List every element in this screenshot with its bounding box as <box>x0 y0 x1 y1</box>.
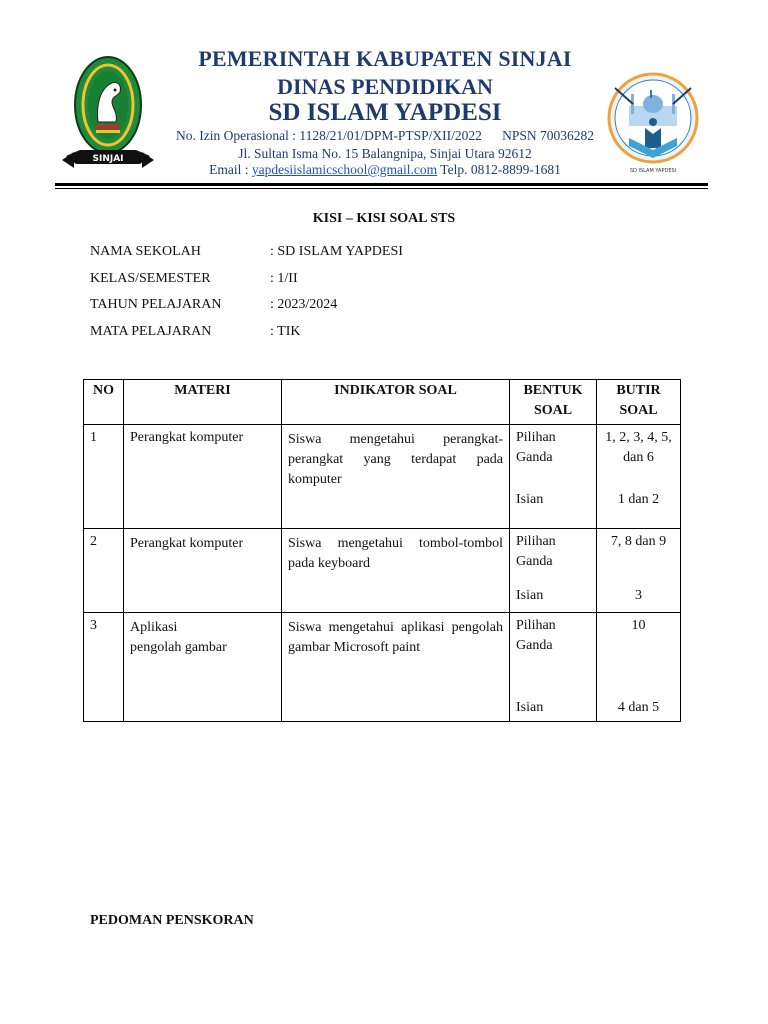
cell-no: 2 <box>84 529 124 613</box>
table-header-row <box>84 380 681 425</box>
info-row-subject <box>90 324 403 351</box>
butir-isian: 4 dan 5 <box>617 700 660 715</box>
cell-butir <box>597 425 681 529</box>
bentuk-isian: Isian <box>516 700 544 715</box>
cell-butir <box>597 613 681 722</box>
butir-pg: 1, 2, 3, 4, 5, dan 6 <box>605 430 672 465</box>
scoring-guide-heading: PEDOMAN PENSKORAN <box>90 913 254 928</box>
email-label: Email : <box>209 162 252 177</box>
school-logo <box>603 68 703 178</box>
header-contact <box>160 162 610 178</box>
bentuk-pg: Pilihan Ganda <box>516 534 556 569</box>
cell-bentuk <box>510 425 597 529</box>
bentuk-pg: Pilihan Ganda <box>516 430 556 465</box>
cell-materi <box>124 529 282 613</box>
info-value: : 1/II <box>270 270 298 286</box>
cell-no: 1 <box>84 425 124 529</box>
info-value: : SD ISLAM YAPDESI <box>270 244 403 259</box>
cell-indikator <box>282 425 510 529</box>
info-row-year <box>90 297 403 324</box>
phone-text: Telp. 0812-8899-1681 <box>437 162 561 177</box>
table-row <box>84 425 681 529</box>
cell-materi: Perangkat komputer <box>124 425 282 529</box>
bentuk-isian: Isian <box>516 492 544 507</box>
table-row <box>84 529 681 613</box>
school-logo-text: SD ISLAM YAPDESI <box>629 168 677 174</box>
header-government: PEMERINTAH KABUPATEN SINJAI <box>198 46 572 71</box>
header-rule-thin <box>55 188 708 189</box>
header-no: NO <box>84 380 124 425</box>
header-indikator: INDIKATOR SOAL <box>282 380 510 425</box>
cell-bentuk <box>510 613 597 722</box>
header-department: DINAS PENDIDIKAN <box>277 74 493 99</box>
materi-text: Perangkat komputer <box>130 536 244 551</box>
sinjai-emblem-logo <box>60 50 156 182</box>
materi-line1: Aplikasi <box>130 620 178 635</box>
indikator-text: Siswa mengetahui aplikasi pengolah gambar Microsoft paint <box>288 620 503 655</box>
bentuk-isian: Isian <box>516 588 544 603</box>
cell-butir <box>597 529 681 613</box>
header-bentuk: BENTUK SOAL <box>510 380 597 425</box>
document-title: KISI – KISI SOAL STS <box>312 211 456 226</box>
header-butir: BUTIR SOAL <box>597 380 681 425</box>
cell-materi <box>124 613 282 722</box>
info-row-school <box>90 244 403 271</box>
info-row-class <box>90 271 403 298</box>
bentuk-pg: Pilihan Ganda <box>516 618 556 653</box>
butir-isian: 1 dan 2 <box>617 492 660 507</box>
butir-pg: 10 <box>631 618 646 633</box>
table-row <box>84 613 681 722</box>
info-value: : 2023/2024 <box>270 297 338 312</box>
materi-line2: pengolah gambar <box>130 640 227 655</box>
cell-bentuk <box>510 529 597 613</box>
header-materi: MATERI <box>124 380 282 425</box>
header-address: Jl. Sultan Isma No. 15 Balangnipa, Sinjai Utara 92612 <box>238 146 532 161</box>
info-key: MATA PELAJARAN <box>90 323 212 339</box>
info-value: : TIK <box>270 323 301 339</box>
header-license: No. Izin Operasional : 1128/21/01/DPM-PTSP/XII/2022 NPSN 70036282 <box>176 128 594 143</box>
cell-indikator <box>282 529 510 613</box>
indikator-text: Siswa mengetahui tombol-tombol pada keyboard <box>288 536 503 571</box>
info-key: KELAS/SEMESTER <box>90 270 211 286</box>
info-key: NAMA SEKOLAH <box>90 244 201 259</box>
header-school-name: SD ISLAM YAPDESI <box>268 99 502 126</box>
cell-no: 3 <box>84 613 124 722</box>
identity-block <box>90 244 403 350</box>
sinjai-logo-text: SINJAI <box>92 154 124 164</box>
info-key: TAHUN PELAJARAN <box>90 297 222 312</box>
butir-isian: 3 <box>635 588 642 603</box>
cell-indikator <box>282 613 510 722</box>
header-rule-thick <box>55 183 708 186</box>
kisi-table <box>83 379 681 722</box>
butir-pg: 7, 8 dan 9 <box>610 534 667 549</box>
email-link[interactable]: yapdesiislamicschool@gmail.com <box>251 162 438 177</box>
indikator-text: Siswa mengetahui perangkat-perangkat yang terdapat pada komputer <box>288 432 503 487</box>
